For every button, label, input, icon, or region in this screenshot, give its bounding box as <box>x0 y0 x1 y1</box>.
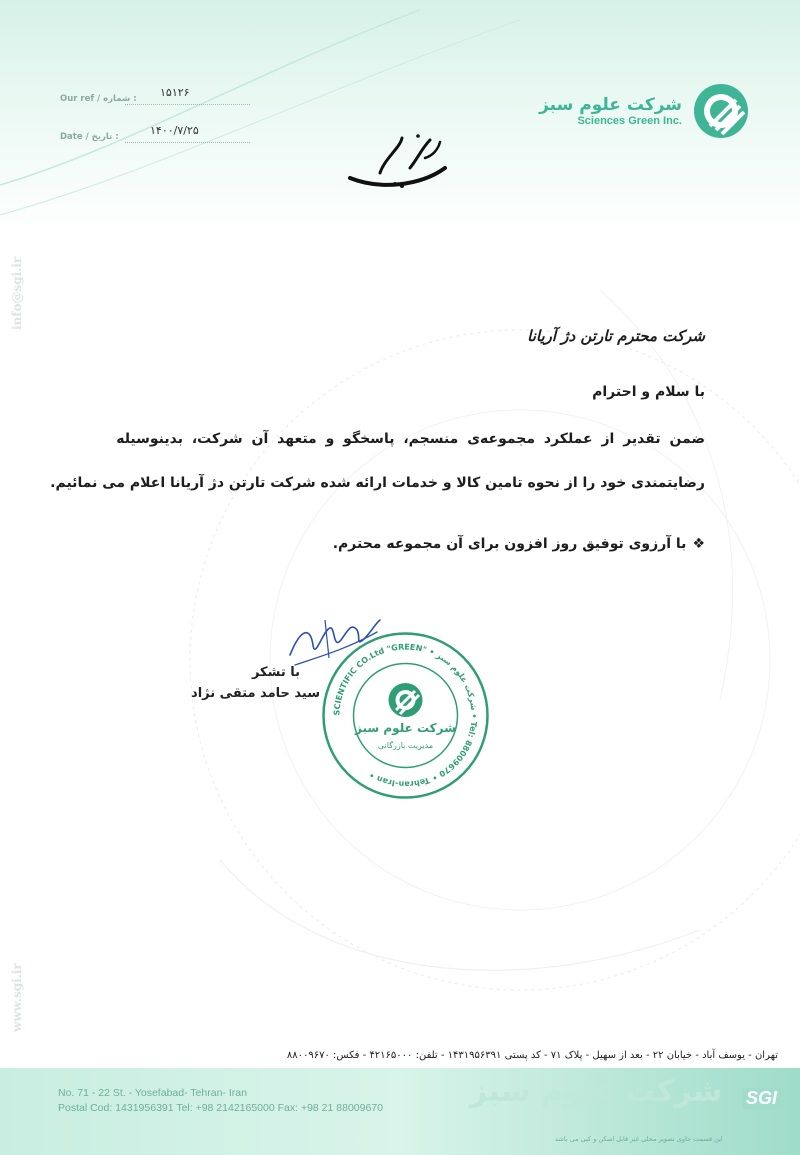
date-value: ۱۴۰۰/۷/۲۵ <box>150 124 199 137</box>
date-label: Date / تاریخ : <box>60 132 119 142</box>
footer-address-fa: تهران - یوسف آباد - خیابان ۲۲ - بعد از سهیل - پلاک ۷۱ - کد پستی ۱۴۳۱۹۵۶۳۹۱ - تلفن: ۴۲۱۶۵۰۰۰ - فکس: ۸۸۰۰۹۶۷۰ <box>286 1050 778 1061</box>
sgi-logo-icon <box>692 82 750 140</box>
ref-number: ۱۵۱۲۶ <box>160 86 190 99</box>
greeting: با سلام و احترام <box>592 384 705 400</box>
signer-name: سید حامد متقی نژاد <box>191 686 320 701</box>
wish-text: با آرزوی توفیق روز افزون برای آن مجموعه محترم. <box>332 536 687 552</box>
stamp-department: مدیریت بازرگانی <box>377 741 434 750</box>
company-logo <box>539 82 750 140</box>
logo-name-en: Sciences Green Inc. <box>577 115 682 127</box>
handwritten-signature <box>285 610 385 684</box>
footer-postal-en: Postal Cod: 1431956391 Tel: +98 2142165000 Fax: +98 21 88009670 <box>58 1102 383 1114</box>
stamp-logo-icon <box>389 683 423 717</box>
ref-label: Our ref / شماره : <box>60 94 137 104</box>
stamp-center-name: شرکت علوم سبز <box>355 721 456 735</box>
thanks-line: با تشکر <box>251 665 300 680</box>
bismillah-calligraphy <box>340 128 460 202</box>
recipient-line: شرکت محترم تارتن دژ آریانا <box>527 327 705 345</box>
paragraph-line-2: رضایتمندی خود را از نحوه تامین کالا و خدمات ارائه شده شرکت تارتن دژ آریانا اعلام می نمائیم. <box>50 475 705 491</box>
stamp-ring-text: SCIENTIFIC CO.Ltd "GREEN" • شرکت علوم سبز • Tel: 88009670 • Tehran-Iran • <box>332 642 479 789</box>
wish-line <box>333 536 705 552</box>
diamond-bullet-icon: ❖ <box>692 536 705 552</box>
side-website: www.sgi.ir <box>10 963 24 1032</box>
footer-note: این قسمت حاوی تصویر محلی غیر قابل اسکن و کپی می باشد <box>555 1135 723 1143</box>
date-dotted-line <box>125 142 250 143</box>
footer-address-en: No. 71 - 22 St. - Yosefabad- Tehran- Iran <box>58 1087 247 1099</box>
footer-sgi-logo: SGI <box>742 1088 781 1109</box>
ref-dotted-line <box>125 104 250 105</box>
footer-watermark: شرکت علوم سبز <box>470 1074 723 1109</box>
paragraph-line-1: ضمن تقدیر از عملکرد مجموعه‌ی منسجم، پاسخگو و متعهد آن شرکت، بدینوسیله <box>116 431 705 447</box>
side-email: info@sgi.ir <box>10 256 24 330</box>
logo-name-fa: شرکت علوم سبز <box>539 95 682 115</box>
